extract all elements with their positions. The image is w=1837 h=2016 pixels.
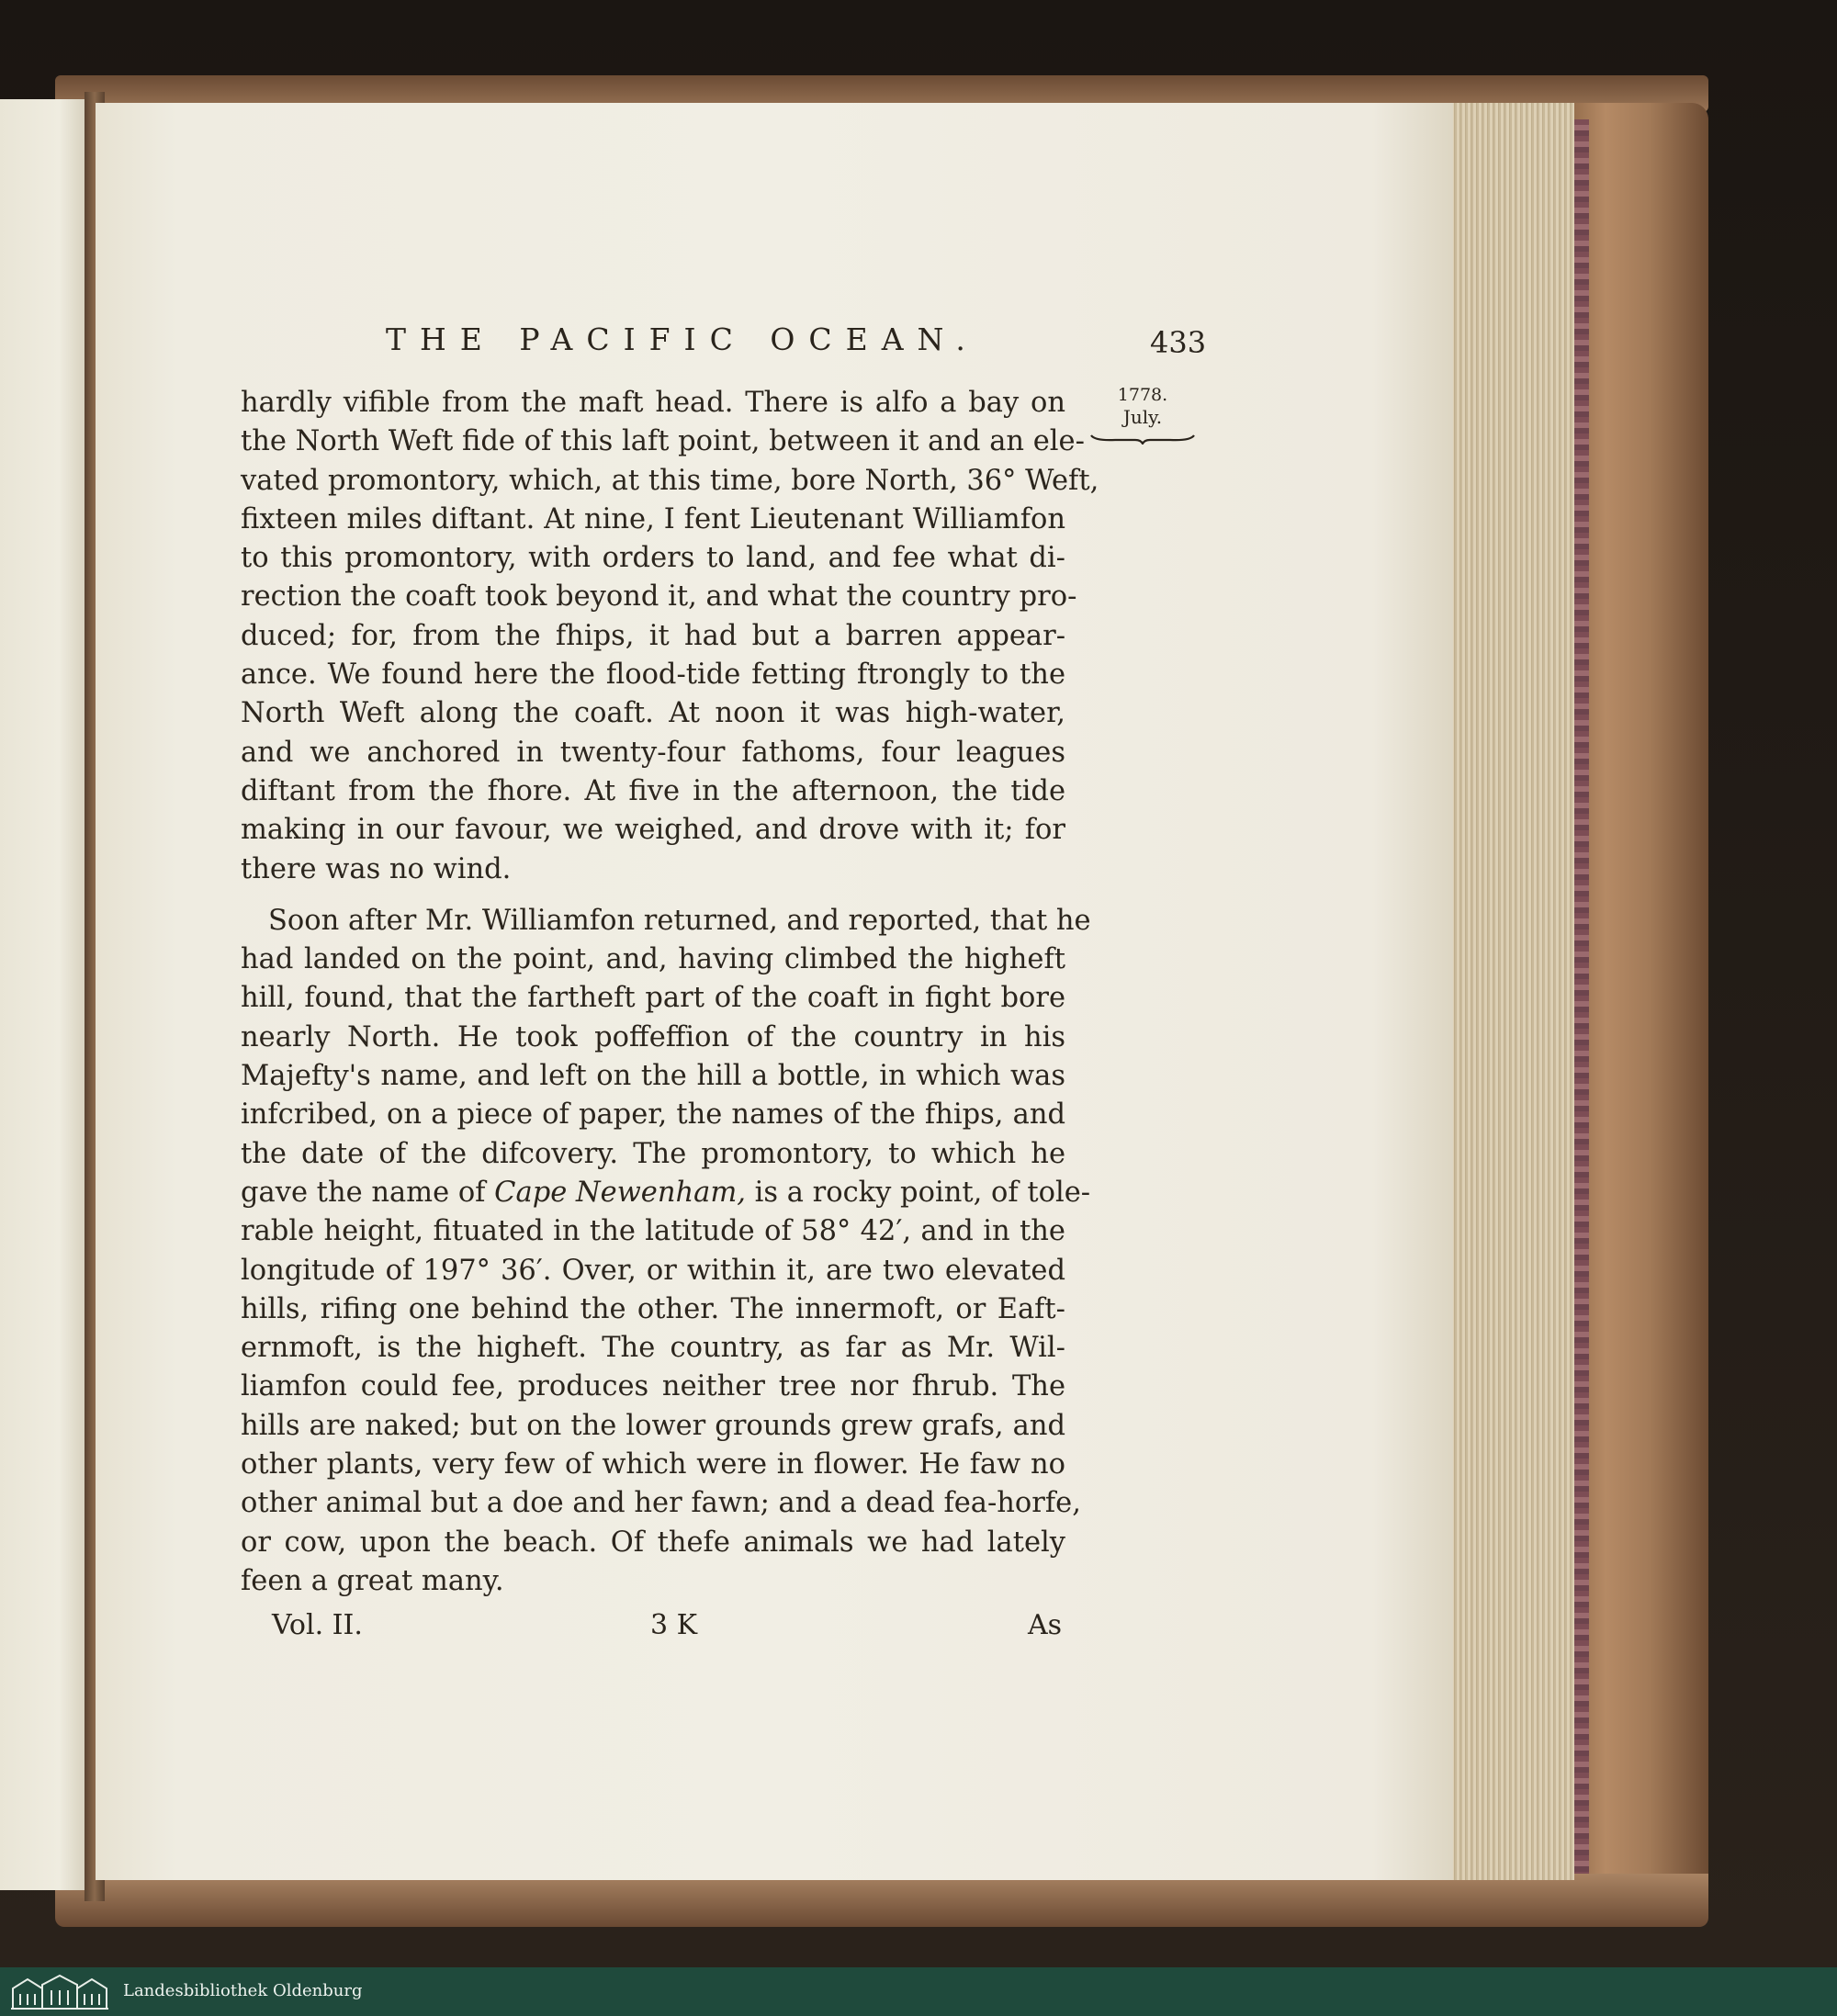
catchword: As — [1027, 1609, 1062, 1641]
page-number: 433 — [1150, 325, 1207, 360]
text-line: other plants, very few of which were in flower. He faw no — [241, 1448, 1065, 1481]
text-line: Majefty's name, and left on the hill a bottle, in which was — [241, 1060, 1065, 1093]
text-line: fixteen miles diftant. At nine, I fent Lieutenant Williamfon — [241, 502, 1065, 535]
paragraph-1 — [241, 384, 1099, 889]
margin-note-year: 1778. — [1117, 385, 1168, 405]
text-line: hills, rifing one behind the other. The innermoft, or Eaft- — [241, 1292, 1065, 1325]
text-line: the date of the difcovery. The promontory, to which he — [241, 1137, 1065, 1170]
margin-note-month: July. — [1122, 406, 1163, 428]
text-line: liamfon could fee, produces neither tree nor fhrub. The — [241, 1370, 1065, 1403]
volume-label: Vol. II. — [272, 1609, 363, 1641]
library-bar — [0, 1967, 1837, 2016]
text-line: making in our favour, we weighed, and drove with it; for — [241, 814, 1065, 847]
text-fragment: gave the name of — [241, 1176, 495, 1209]
text-line: feen a great many. — [241, 1564, 504, 1597]
text-line: vated promontory, which, at this time, bore North, 36° Weft, — [241, 464, 1099, 497]
text-line: to this promontory, with orders to land, and fee what di- — [241, 542, 1065, 575]
brace-icon — [1088, 432, 1198, 445]
text-line-with-place — [241, 1174, 1091, 1212]
text-line: hardly vifible from the maft head. There is alfo a bay on — [241, 387, 1065, 419]
marbled-board-edge — [1572, 119, 1589, 1892]
text-line: hill, found, that the fartheft part of the coaft in fight bore — [241, 982, 1065, 1015]
text-line: there was no wind. — [241, 852, 512, 885]
text-line: and we anchored in twenty-four fathoms, four leagues — [241, 736, 1065, 769]
text-line: had landed on the point, and, having climbed the higheft — [241, 943, 1065, 976]
margin-note — [1088, 384, 1198, 445]
text-line: rable height, fituated in the latitude of 58° 42′, and in the — [241, 1215, 1065, 1248]
text-line: rection the coaft took beyond it, and what the country pro- — [241, 580, 1077, 614]
text-line: Soon after Mr. Williamfon returned, and reported, that he — [268, 904, 1091, 937]
body-text — [241, 384, 1099, 1601]
text-line: diftant from the fhore. At five in the afternoon, the tide — [241, 774, 1065, 807]
text-line: longitude of 197° 36′. Over, or within it, are two elevated — [241, 1254, 1065, 1287]
text-line: North Weft along the coaft. At noon it was high-water, — [241, 697, 1065, 730]
signature-mark: 3 K — [650, 1609, 698, 1641]
text-fragment: is a rocky point, of tole- — [745, 1176, 1091, 1209]
library-name: Landesbibliothek Oldenburg — [123, 1981, 363, 2000]
facing-page-fragment — [0, 99, 85, 1890]
page-footer — [272, 1609, 1062, 1646]
text-line: hills are naked; but on the lower grounds grew grafs, and — [241, 1409, 1065, 1442]
text-line: ernmoft, is the higheft. The country, as far as Mr. Wil- — [241, 1332, 1065, 1365]
text-line: the North Weft fide of this laft point, between it and an ele- — [241, 425, 1085, 458]
text-line: nearly North. He took poffeffion of the country in his — [241, 1020, 1065, 1053]
page-edges — [1449, 103, 1574, 1880]
running-head: THE PACIFIC OCEAN. — [386, 321, 979, 357]
library-building-icon — [9, 1974, 110, 2010]
paragraph-2 — [241, 902, 1091, 1601]
text-line: or cow, upon the beach. Of thefe animals we had lately — [241, 1526, 1065, 1559]
text-line: duced; for, from the fhips, it had but a barren appear- — [241, 619, 1065, 652]
place-name: Cape Newenham, — [494, 1176, 746, 1209]
cover-bottom-edge — [55, 1874, 1708, 1927]
text-line: ance. We found here the flood-tide fetting ftrongly to the — [241, 659, 1065, 692]
text-line: other animal but a doe and her fawn; and a dead fea-horfe, — [241, 1487, 1081, 1520]
text-line: infcribed, on a piece of paper, the names of the fhips, and — [241, 1098, 1065, 1132]
